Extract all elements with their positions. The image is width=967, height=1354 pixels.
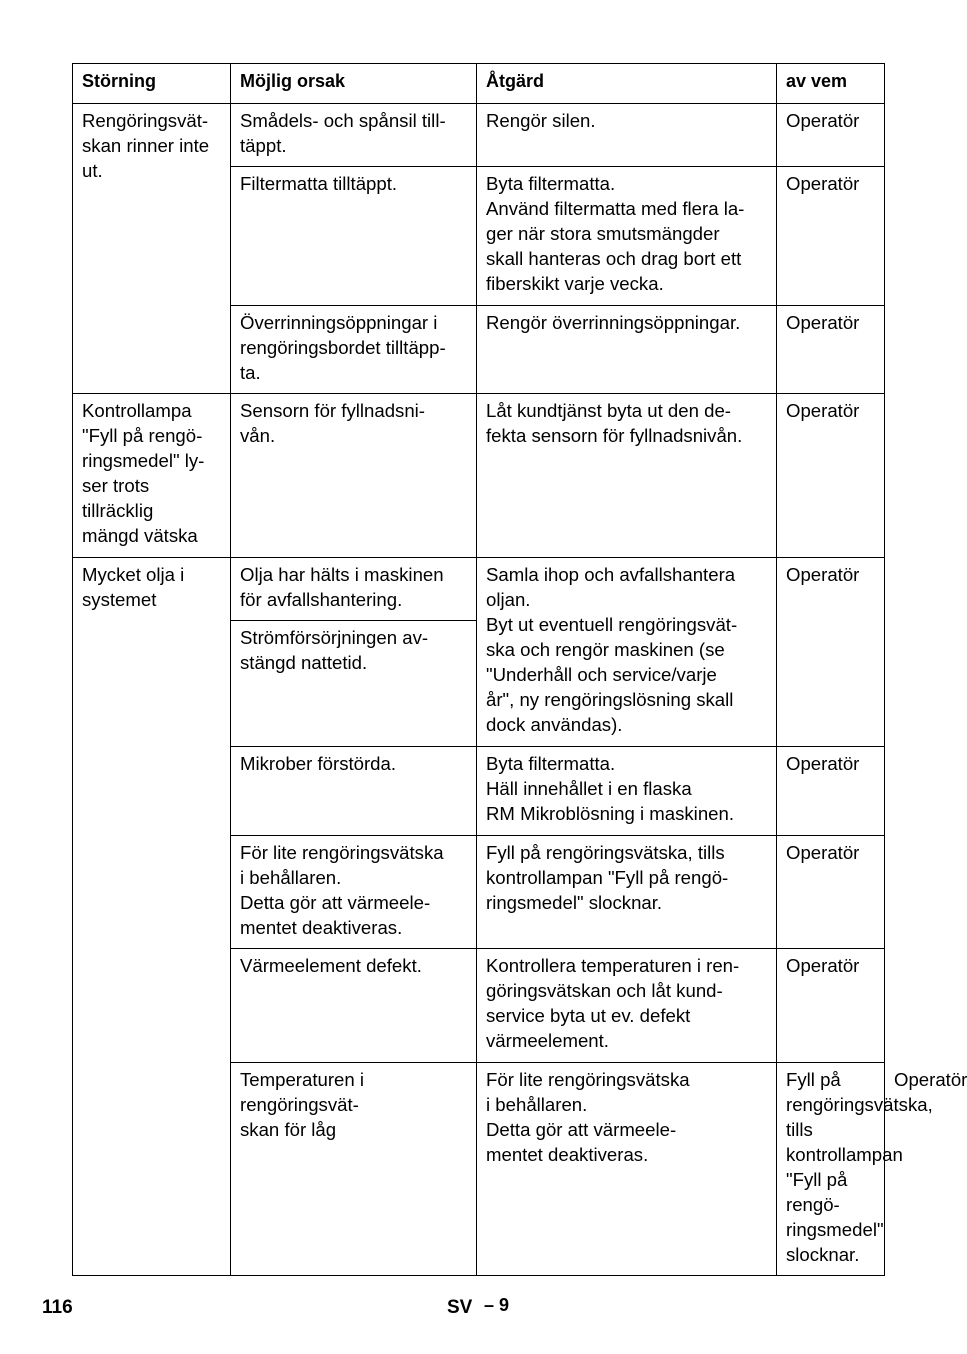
cause-cell: Värmeelement defekt. [231, 949, 477, 1063]
table-header-row [73, 64, 885, 104]
action-cell: Fyll på rengöringsvätska, tills kontrollampan "Fyll på rengö- ringsmedel" slocknar. [777, 1063, 885, 1276]
header-fault: Störning [73, 64, 231, 104]
who-cell: Operatör [777, 747, 885, 836]
cause-cell: För lite rengöringsvätska i behållaren. Detta gör att värmeele- mentet deaktiveras. [231, 836, 477, 949]
who-cell: Operatör [777, 949, 885, 1063]
action-cell: Byta filtermatta. Häll innehållet i en flaska RM Mikroblösning i maskinen. [477, 747, 777, 836]
language-code: SV [447, 1297, 473, 1318]
cause-cell: Olja har hälts i maskinen för avfallshantering. [231, 558, 477, 621]
table-row [73, 394, 885, 558]
section-page-number: – 9 [484, 1295, 510, 1315]
fault-cell: Temperaturen i rengöringsvät- skan för låg [231, 1063, 477, 1276]
cause-cell: Mikrober förstörda. [231, 747, 477, 836]
who-cell: Operatör [777, 104, 885, 167]
cause-cell: För lite rengöringsvätska i behållaren. Detta gör att värmeele- mentet deaktiveras. [477, 1063, 777, 1276]
who-cell: Operatör [777, 394, 885, 558]
fault-cell: Rengöringsvät- skan rinner inte ut. [73, 104, 231, 394]
table-row [73, 558, 885, 621]
header-cause: Möjlig orsak [231, 64, 477, 104]
cause-cell: Sensorn för fyllnadsni- vån. [231, 394, 477, 558]
action-cell: Byta filtermatta. Använd filtermatta med flera la- ger när stora smutsmängder skall hanteras och drag bort ett fiberskikt varje vecka. [477, 167, 777, 306]
fault-cell: Kontrollampa "Fyll på rengö- ringsmedel" ly- ser trots tillräcklig mängd vätska [73, 394, 231, 558]
who-cell: Operatör [777, 167, 885, 306]
troubleshooting-table [72, 63, 967, 1276]
who-cell: Operatör [777, 306, 885, 394]
action-cell: Kontrollera temperaturen i ren- göringsvätskan och låt kund- service byta ut ev. defekt värmeelement. [477, 949, 777, 1063]
cause-cell: Strömförsörjningen av- stängd nattetid. [231, 621, 477, 747]
who-cell: Operatör [777, 558, 885, 747]
cause-cell: Överrinningsöppningar i rengöringsbordet tilltäpp- ta. [231, 306, 477, 394]
who-cell: Operatör [777, 836, 885, 949]
cause-cell: Filtermatta tilltäppt. [231, 167, 477, 306]
fault-cell: Mycket olja i systemet [73, 558, 231, 1276]
table-row: Temperaturen i rengöringsvät- skan för låg För lite rengöringsvätska i behållaren. Detta gör att värmeele- mentet deaktiveras. Fyll på rengöringsvätska, tills kontrollampan "Fyll på rengö- ringsmedel" slocknar. Operatör [73, 1063, 885, 1276]
action-cell: Låt kundtjänst byta ut den de- fekta sensorn för fyllnadsnivån. [477, 394, 777, 558]
action-cell: Rengör silen. [477, 104, 777, 167]
cause-cell: Smådels- och spånsil till- täppt. [231, 104, 477, 167]
action-cell: Rengör överrinningsöppningar. [477, 306, 777, 394]
header-who: av vem [777, 64, 885, 104]
header-action: Åtgärd [477, 64, 777, 104]
page-number: 116 [42, 1297, 73, 1318]
table-row [73, 104, 885, 167]
action-cell: Fyll på rengöringsvätska, tills kontrollampan "Fyll på rengö- ringsmedel" slocknar. [477, 836, 777, 949]
action-cell: Samla ihop och avfallshantera oljan. Byt ut eventuell rengöringsvät- ska och rengör maskinen (se "Underhåll och service/varje år", ny rengöringslösning skall dock användas). [477, 558, 777, 747]
